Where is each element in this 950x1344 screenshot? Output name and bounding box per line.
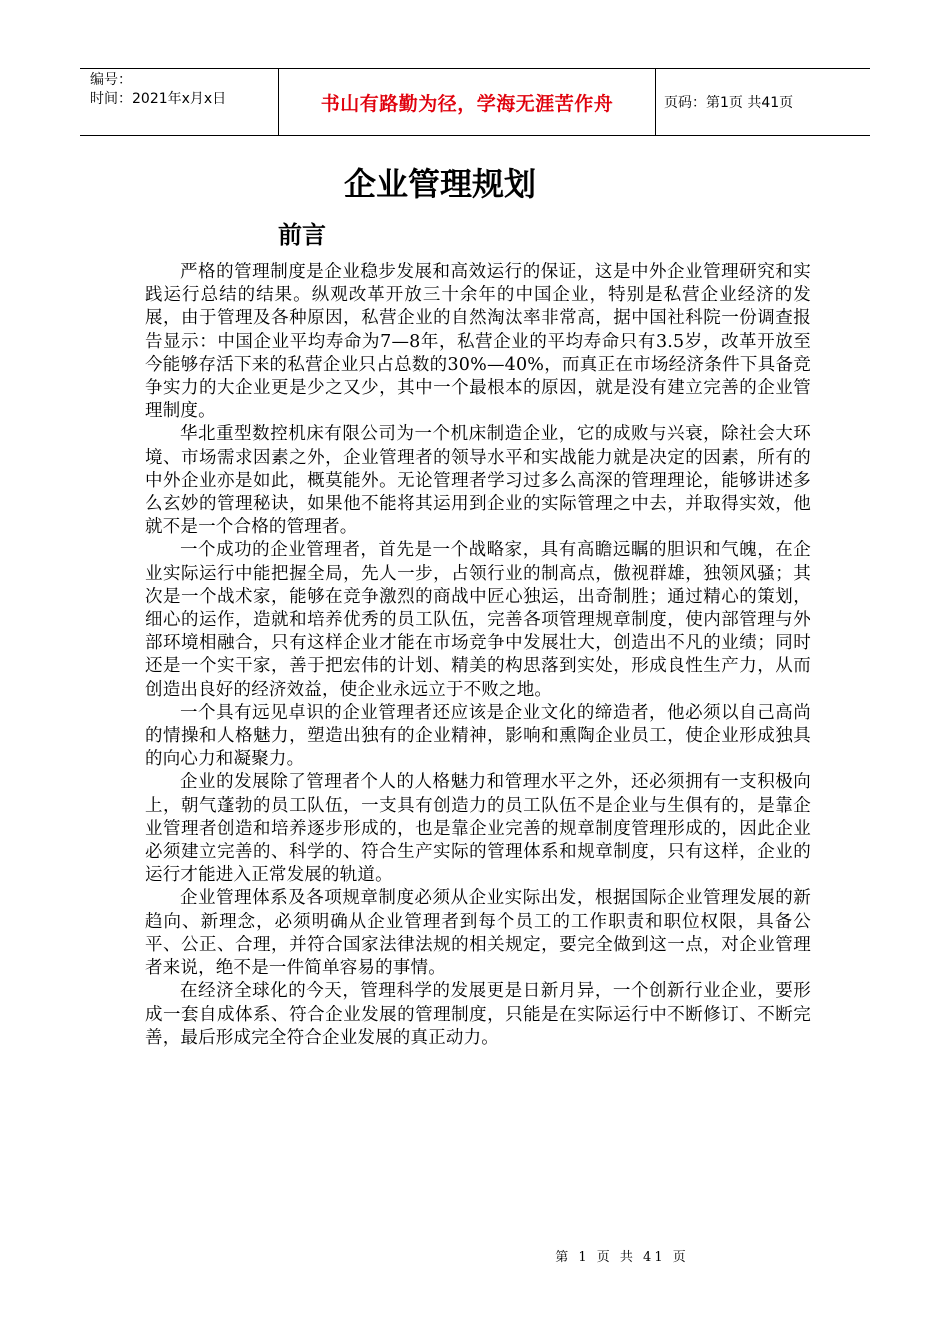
paragraph: 华北重型数控机床有限公司为一个机床制造企业，它的成败与兴衰，除社会大环境、市场需求因素之外，企业管理者的领导水平和实战能力就是决定的因素，所有的中外企业亦是如此，概莫能外。无论管理者学习过多么高深的管理理论，能够讲述多么玄妙的管理秘诀，如果他不能将其运用到企业的实际管理之中去，并取得实效，他就不是一个合格的管理者。 — [145, 424, 811, 538]
header-motto: 书山有路勤为径，学海无涯苦作舟 — [278, 69, 656, 135]
page-header — [80, 68, 870, 136]
document-date: 时间：2021年x月x日 — [90, 91, 227, 107]
section-title: 前言 — [278, 221, 326, 249]
document-body — [145, 261, 811, 1050]
document-title: 企业管理规划 — [343, 165, 536, 203]
paragraph: 企业管理体系及各项规章制度必须从企业实际出发，根据国际企业管理发展的新趋向、新理念，必须明确从企业管理者到每个员工的工作职责和职位权限，具备公平、公正、合理，并符合国家法律法规的相关规定，要完全做到这一点，对企业管理者来说，绝不是一件简单容易的事情。 — [145, 888, 811, 979]
paragraph: 在经济全球化的今天，管理科学的发展更是日新月异，一个创新行业企业，要形成一套自成体系、符合企业发展的管理制度，只能是在实际运行中不断修订、不断完善，最后形成完全符合企业发展的真正动力。 — [145, 981, 811, 1048]
page-footer: 第 1 页 共 41 页 — [555, 1250, 689, 1265]
header-page-info: 页码：第1页 共41页 — [664, 95, 794, 111]
document-number-label: 编号： — [90, 72, 132, 88]
paragraph: 企业的发展除了管理者个人的人格魅力和管理水平之外，还必须拥有一支积极向上，朝气蓬勃的员工队伍，一支具有创造力的员工队伍不是企业与生俱有的，是靠企业管理者创造和培养逐步形成的，也是靠企业完善的规章制度管理形成的，因此企业必须建立完善的、科学的、符合生产实际的管理体系和规章制度，只有这样，企业的运行才能进入正常发展的轨道。 — [145, 772, 811, 886]
paragraph: 一个成功的企业管理者，首先是一个战略家，具有高瞻远瞩的胆识和气魄，在企业实际运行中能把握全局，先人一步，占领行业的制高点，傲视群雄，独领风骚；其次是一个战术家，能够在竞争激烈的商战中匠心独运，出奇制胜；通过精心的策划，细心的运作，造就和培养优秀的员工队伍，完善各项管理规章制度，使内部管理与外部环境相融合，只有这样企业才能在市场竞争中发展壮大，创造出不凡的业绩；同时还是一个实干家，善于把宏伟的计划、精美的构思落到实处，形成良性生产力，从而创造出良好的经济效益，使企业永远立于不败之地。 — [145, 540, 811, 700]
paragraph: 一个具有远见卓识的企业管理者还应该是企业文化的缔造者，他必须以自己高尚的情操和人格魅力，塑造出独有的企业精神，影响和熏陶企业员工，使企业形成独具的向心力和凝聚力。 — [145, 702, 811, 770]
header-meta — [80, 69, 278, 135]
paragraph: 严格的管理制度是企业稳步发展和高效运行的保证，这是中外企业管理研究和实践运行总结的结果。纵观改革开放三十余年的中国企业，特别是私营企业经济的发展，由于管理及各种原因，私营企业的自然淘汰率非常高，据中国社科院一份调查报告显示：中国企业平均寿命为7—8年，私营企业的平均寿命只有3.5岁，改革开放至今能够存活下来的私营企业只占总数的30%—40%，而真正在市场经济条件下具备竞争实力的大企业更是少之又少，其中一个最根本的原因，就是没有建立完善的企业管理制度。 — [145, 262, 811, 422]
